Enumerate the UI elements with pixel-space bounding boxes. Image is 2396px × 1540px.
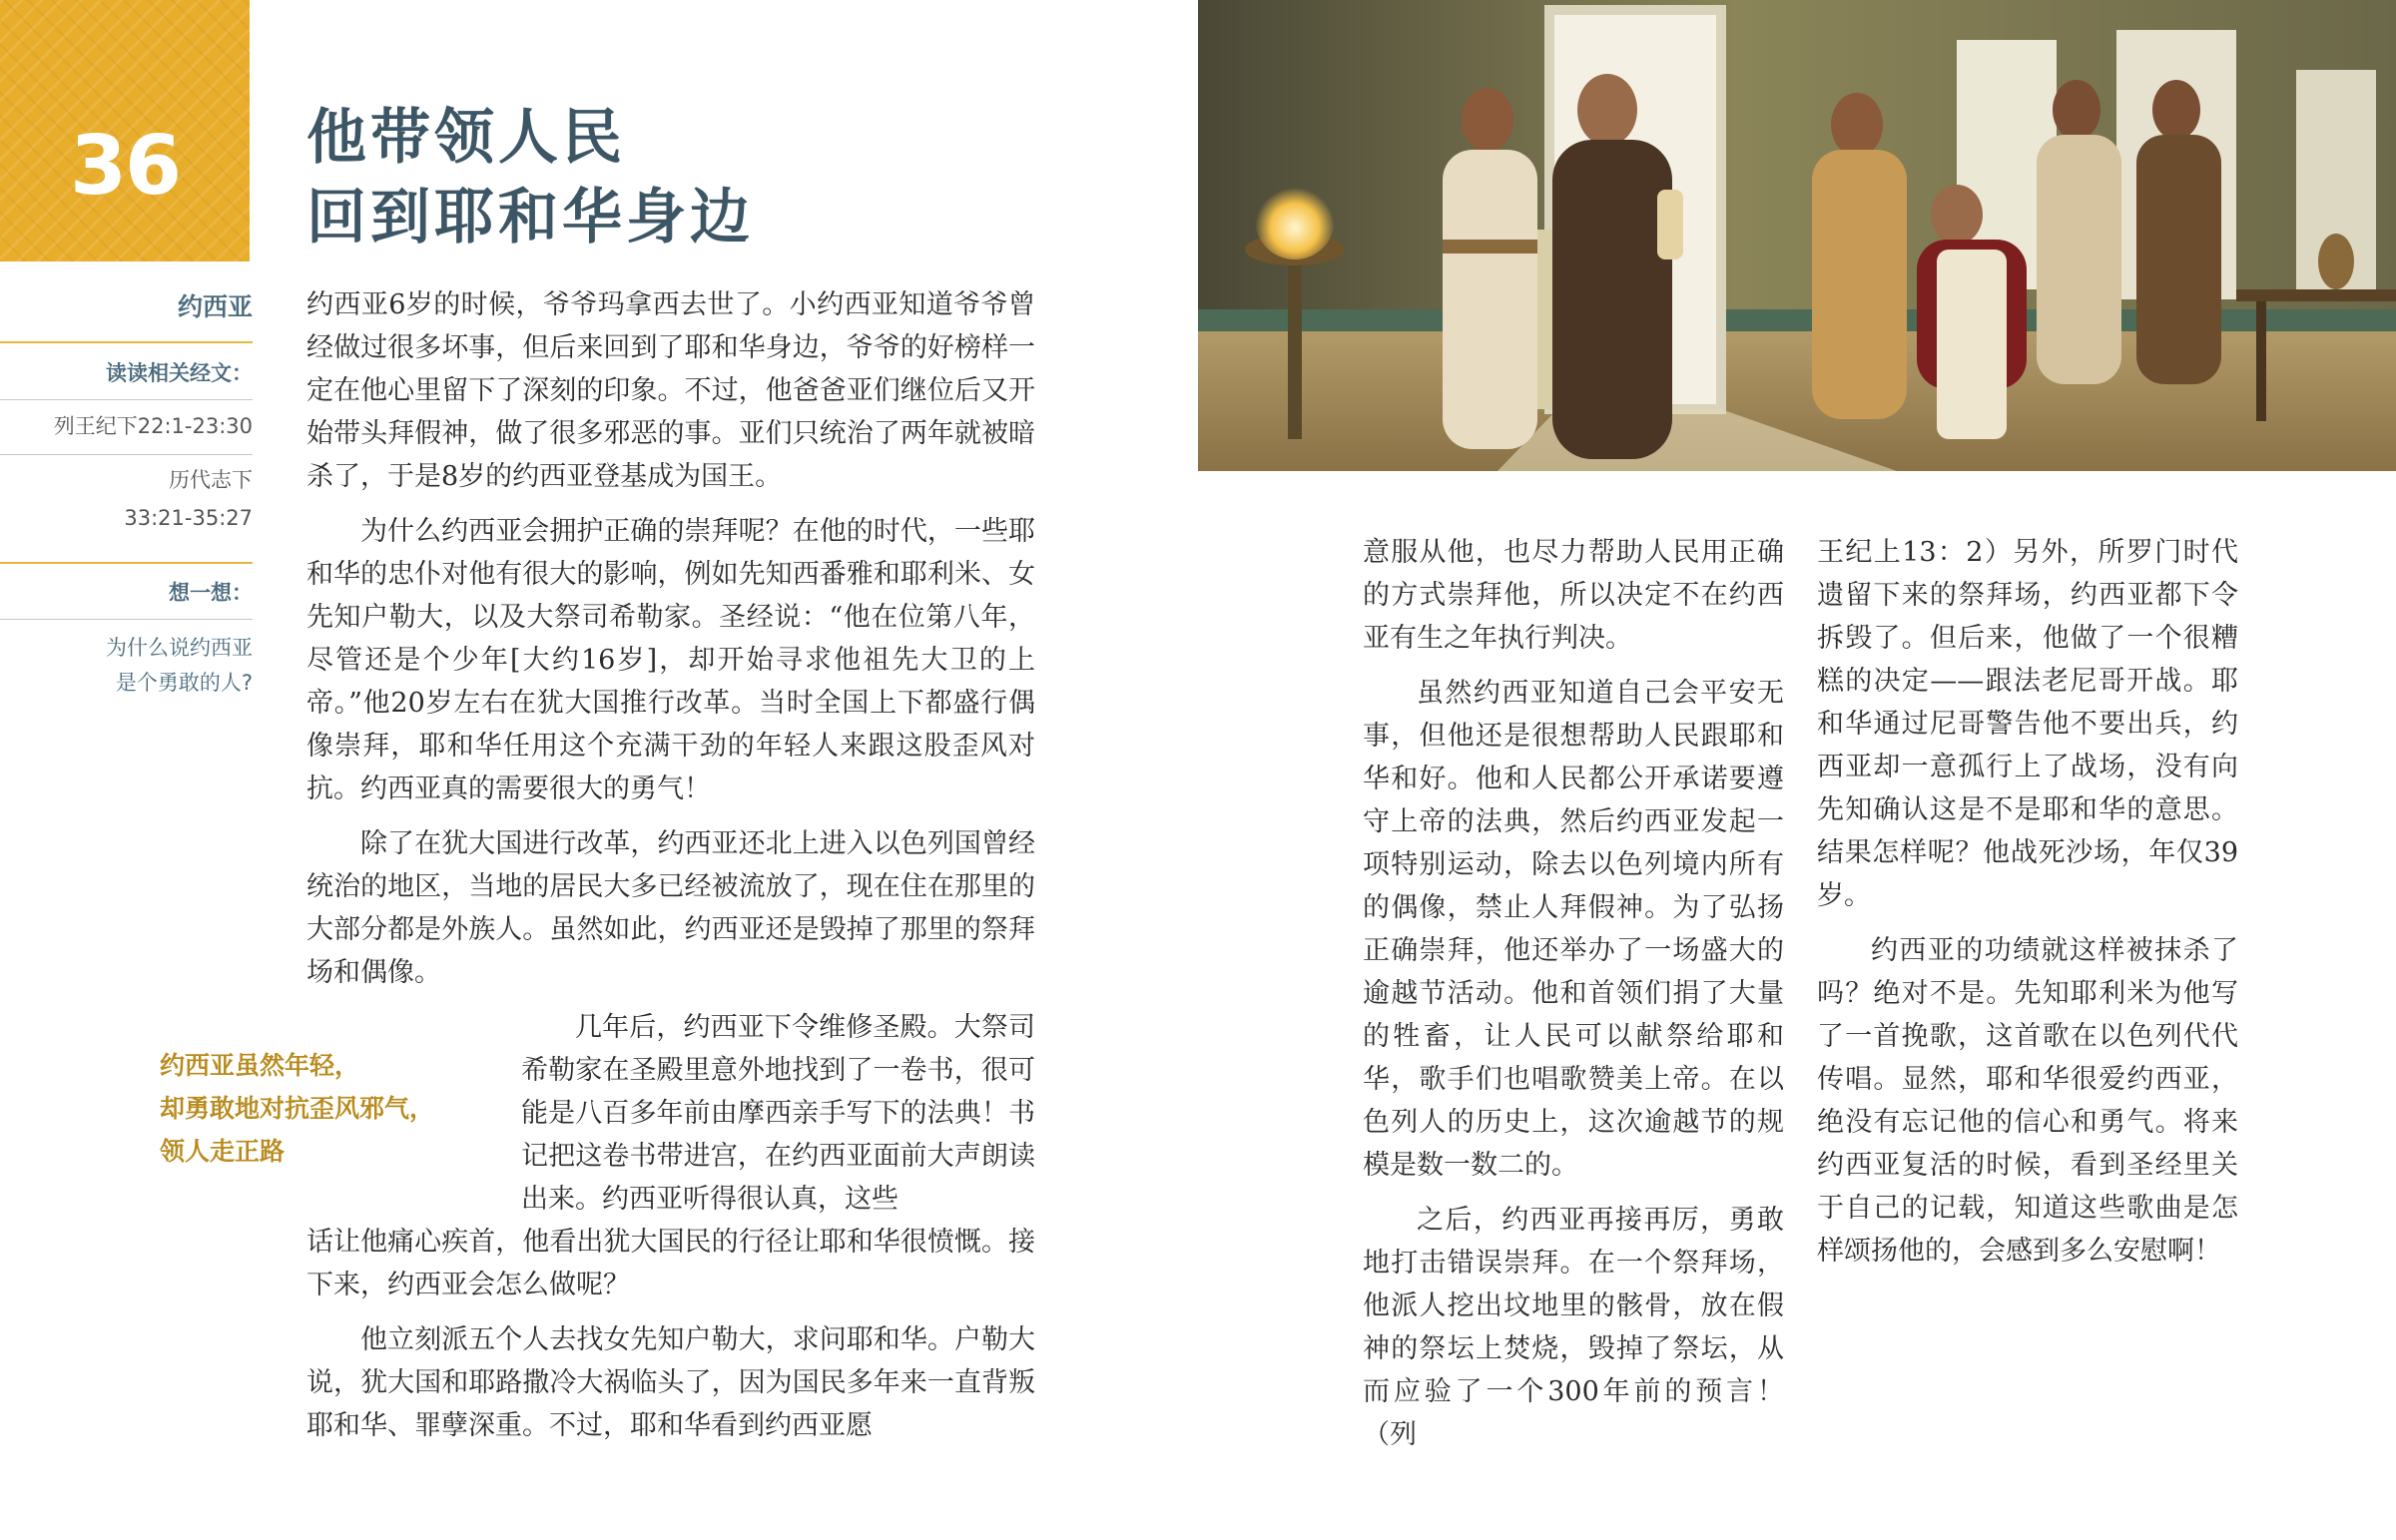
body-column-2 bbox=[1363, 531, 1784, 1456]
scripture-ref[interactable]: 历代志下 bbox=[169, 468, 253, 492]
illustration-josiah bbox=[1198, 0, 2396, 471]
body-paragraph: 王纪上13：2）另外，所罗门时代遗留下来的祭拜场，约西亚都下令拆毁了。但后来，他做了一个很糟糕的决定——跟法老尼哥开战。耶和华通过尼哥警告他不要出兵，约西亚却一意孤行上了战场，没有向先知确认这是不是耶和华的意思。结果怎样呢？他战死沙场，年仅39岁。 bbox=[1817, 537, 2238, 911]
sidebar-divider bbox=[0, 619, 253, 620]
sidebar-divider bbox=[0, 341, 253, 343]
body-paragraph: 约西亚的功绩就这样被抹杀了吗？绝对不是。先知耶利米为他写了一首挽歌，这首歌在以色列代代传唱。显然，耶和华很爱约西亚，绝没有忘记他的信心和勇气。将来约西亚复活的时候，看到圣经里关于自己的记载，知道这些歌曲是怎样颂扬他的，会感到多么安慰啊！ bbox=[1817, 935, 2238, 1267]
sidebar-name-label: 约西亚 bbox=[177, 292, 253, 321]
body-column-1 bbox=[306, 283, 1035, 1447]
chapter-number: 36 bbox=[69, 119, 181, 214]
sidebar-divider bbox=[0, 454, 253, 455]
pull-quote-line: 领人走正路 bbox=[160, 1137, 286, 1166]
scripture-ref[interactable]: 33:21-35:27 bbox=[124, 506, 253, 530]
scripture-ref[interactable]: 列王纪下22:1-23:30 bbox=[53, 414, 253, 438]
body-paragraph: 几年后，约西亚下令维修圣殿。大祭司希勒家在圣殿里意外地找到了一卷书，很可能是八百多年前由摩西亲手写下的法典！书记把这卷书带进宫，在约西亚面前大声朗读出来。约西亚听得很认真，这些 bbox=[521, 1012, 1035, 1215]
body-paragraph: 除了在犹大国进行改革，约西亚还北上进入以色列国曾经统治的地区，当地的居民大多已经被流放了，现在住在那里的大部分都是外族人。虽然如此，约西亚还是毁掉了那里的祭拜场和偶像。 bbox=[306, 828, 1035, 988]
title-line-1: 他带领人民 bbox=[306, 103, 626, 173]
sidebar-divider bbox=[0, 399, 253, 400]
body-paragraph: 意服从他，也尽力帮助人民用正确的方式崇拜他，所以决定不在约西亚有生之年执行判决。 bbox=[1363, 537, 1784, 654]
title-line-2: 回到耶和华身边 bbox=[306, 183, 754, 253]
body-paragraph: 约西亚6岁的时候，爷爷玛拿西去世了。小约西亚知道爷爷曾经做过很多坏事，但后来回到了耶和华身边，爷爷的好榜样一定在他心里留下了深刻的印象。不过，他爸爸亚们继位后又开始带头拜假神，做了很多邪恶的事。亚们只统治了两年就被暗杀了，于是8岁的约西亚登基成为国王。 bbox=[306, 289, 1035, 492]
page-title bbox=[306, 98, 754, 257]
chapter-number-block bbox=[0, 0, 250, 261]
pull-quote-line: 却勇敢地对抗歪风邪气， bbox=[160, 1094, 435, 1123]
sidebar-think-label: 想一想： bbox=[169, 581, 253, 605]
body-paragraph: 他立刻派五个人去找女先知户勒大，求问耶和华。户勒大说，犹大国和耶路撒冷大祸临头了，因为国民多年来一直背叛耶和华、罪孽深重。不过，耶和华看到约西亚愿 bbox=[306, 1324, 1035, 1441]
body-column-3 bbox=[1817, 531, 2238, 1273]
question-line: 是个勇敢的人? bbox=[115, 671, 253, 695]
question-line: 为什么说约西亚 bbox=[106, 636, 253, 660]
body-paragraph: 之后，约西亚再接再厉，勇敢地打击错误崇拜。在一个祭拜场，他派人挖出坟地里的骸骨，放在假神的祭坛上焚烧，毁掉了祭坛，从而应验了一个300年前的预言！（列 bbox=[1363, 1205, 1784, 1450]
sidebar-divider bbox=[0, 562, 253, 564]
sidebar-read-label: 读读相关经文： bbox=[106, 361, 253, 385]
sidebar-question bbox=[0, 631, 253, 701]
body-paragraph: 为什么约西亚会拥护正确的崇拜呢？在他的时代，一些耶和华的忠仆对他有很大的影响，例如先知西番雅和耶利米、女先知户勒大，以及大祭司希勒家。圣经说：“他在位第八年，尽管还是个少年[大约16岁]，却开始寻求他祖先大卫的上帝。”他20岁左右在犹大国推行改革。当时全国上下都盛行偶像崇拜，耶和华任用这个充满干劲的年轻人来跟这股歪风对抗。约西亚真的需要很大的勇气！ bbox=[306, 516, 1035, 804]
body-paragraph: 话让他痛心疾首，他看出犹大国民的行径让耶和华很愤慨。接下来，约西亚会怎么做呢？ bbox=[306, 1227, 1035, 1300]
pull-quote-line: 约西亚虽然年轻， bbox=[160, 1051, 360, 1080]
body-paragraph: 虽然约西亚知道自己会平安无事，但他还是很想帮助人民跟耶和华和好。他和人民都公开承诺要遵守上帝的法典，然后约西亚发起一项特别运动，除去以色列境内所有的偶像，禁止人拜假神。为了弘扬正确崇拜，他还举办了一场盛大的逾越节活动。他和首领们捐了大量的牲畜，让人民可以献祭给耶和华，歌手们也唱歌赞美上帝。在以色列人的历史上，这次逾越节的规模是数一数二的。 bbox=[1363, 678, 1784, 1181]
